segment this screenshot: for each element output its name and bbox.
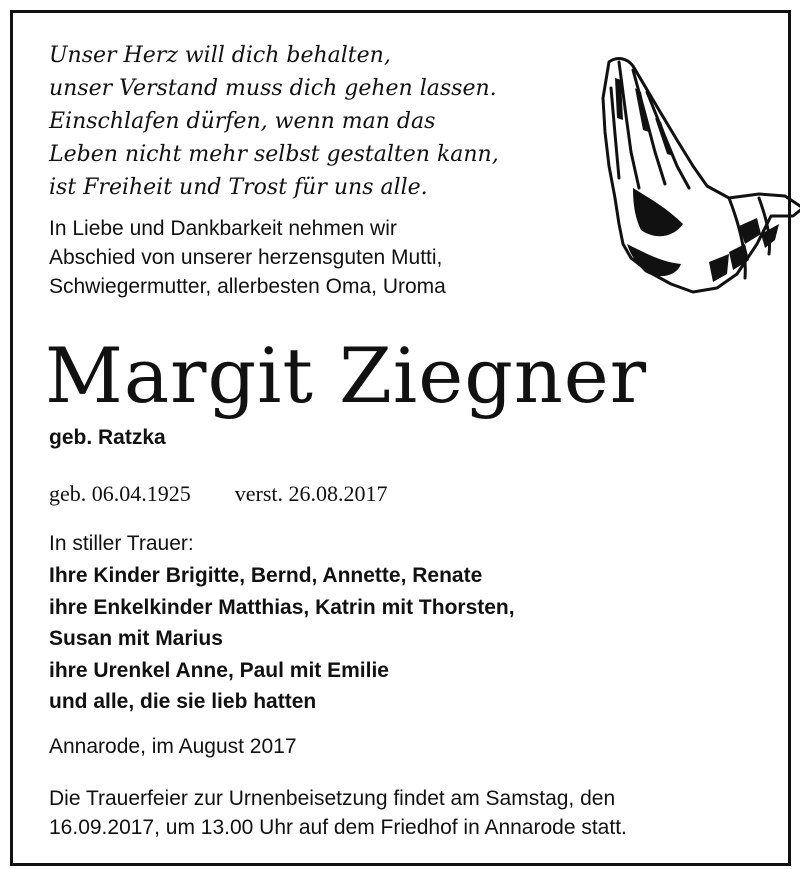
life-dates (49, 481, 388, 507)
obituary-frame (10, 10, 791, 866)
intro-text (49, 214, 609, 301)
mourners-list (49, 560, 729, 718)
mourner-line: Ihre Kinder Brigitte, Bernd, Annette, Renate (49, 564, 483, 587)
mourners-label: In stiller Trauer: (49, 532, 194, 555)
poem-line: ist Freiheit und Trost für uns alle. (49, 175, 428, 200)
maiden-name: geb. Ratzka (49, 426, 166, 449)
place-date: Annarode, im August 2017 (49, 735, 297, 758)
poem (49, 39, 609, 204)
mourner-line: Susan mit Marius (49, 627, 223, 650)
poem-line: Einschlafen dürfen, wenn man das (49, 109, 436, 134)
mourner-line: ihre Enkelkinder Matthias, Katrin mit Thorsten, (49, 595, 515, 619)
obituary-content (45, 13, 768, 863)
poem-line: Unser Herz will dich behalten, (49, 43, 391, 68)
intro-line: In Liebe und Dankbarkeit nehmen wir (49, 217, 397, 240)
deceased-name: Margit Ziegner (45, 331, 648, 420)
funeral-line: 16.09.2017, um 13.00 Uhr auf dem Friedhof in Annarode statt. (49, 816, 627, 839)
intro-line: Abschied von unserer herzensguten Mutti, (49, 246, 443, 269)
funeral-notice (49, 784, 769, 842)
poem-line: Leben nicht mehr selbst gestalten kann, (49, 142, 499, 167)
funeral-line: Die Trauerfeier zur Urnenbeisetzung findet am Samstag, den (49, 787, 616, 810)
praying-hands-icon (589, 48, 800, 298)
poem-line: unser Verstand muss dich gehen lassen. (49, 76, 497, 101)
birth-date: geb. 06.04.1925 (49, 481, 191, 506)
mourner-line: und alle, die sie lieb hatten (49, 690, 317, 713)
mourner-line: ihre Urenkel Anne, Paul mit Emilie (49, 658, 389, 682)
intro-line: Schwiegermutter, allerbesten Oma, Uroma (49, 275, 446, 298)
death-date: verst. 26.08.2017 (234, 481, 388, 506)
